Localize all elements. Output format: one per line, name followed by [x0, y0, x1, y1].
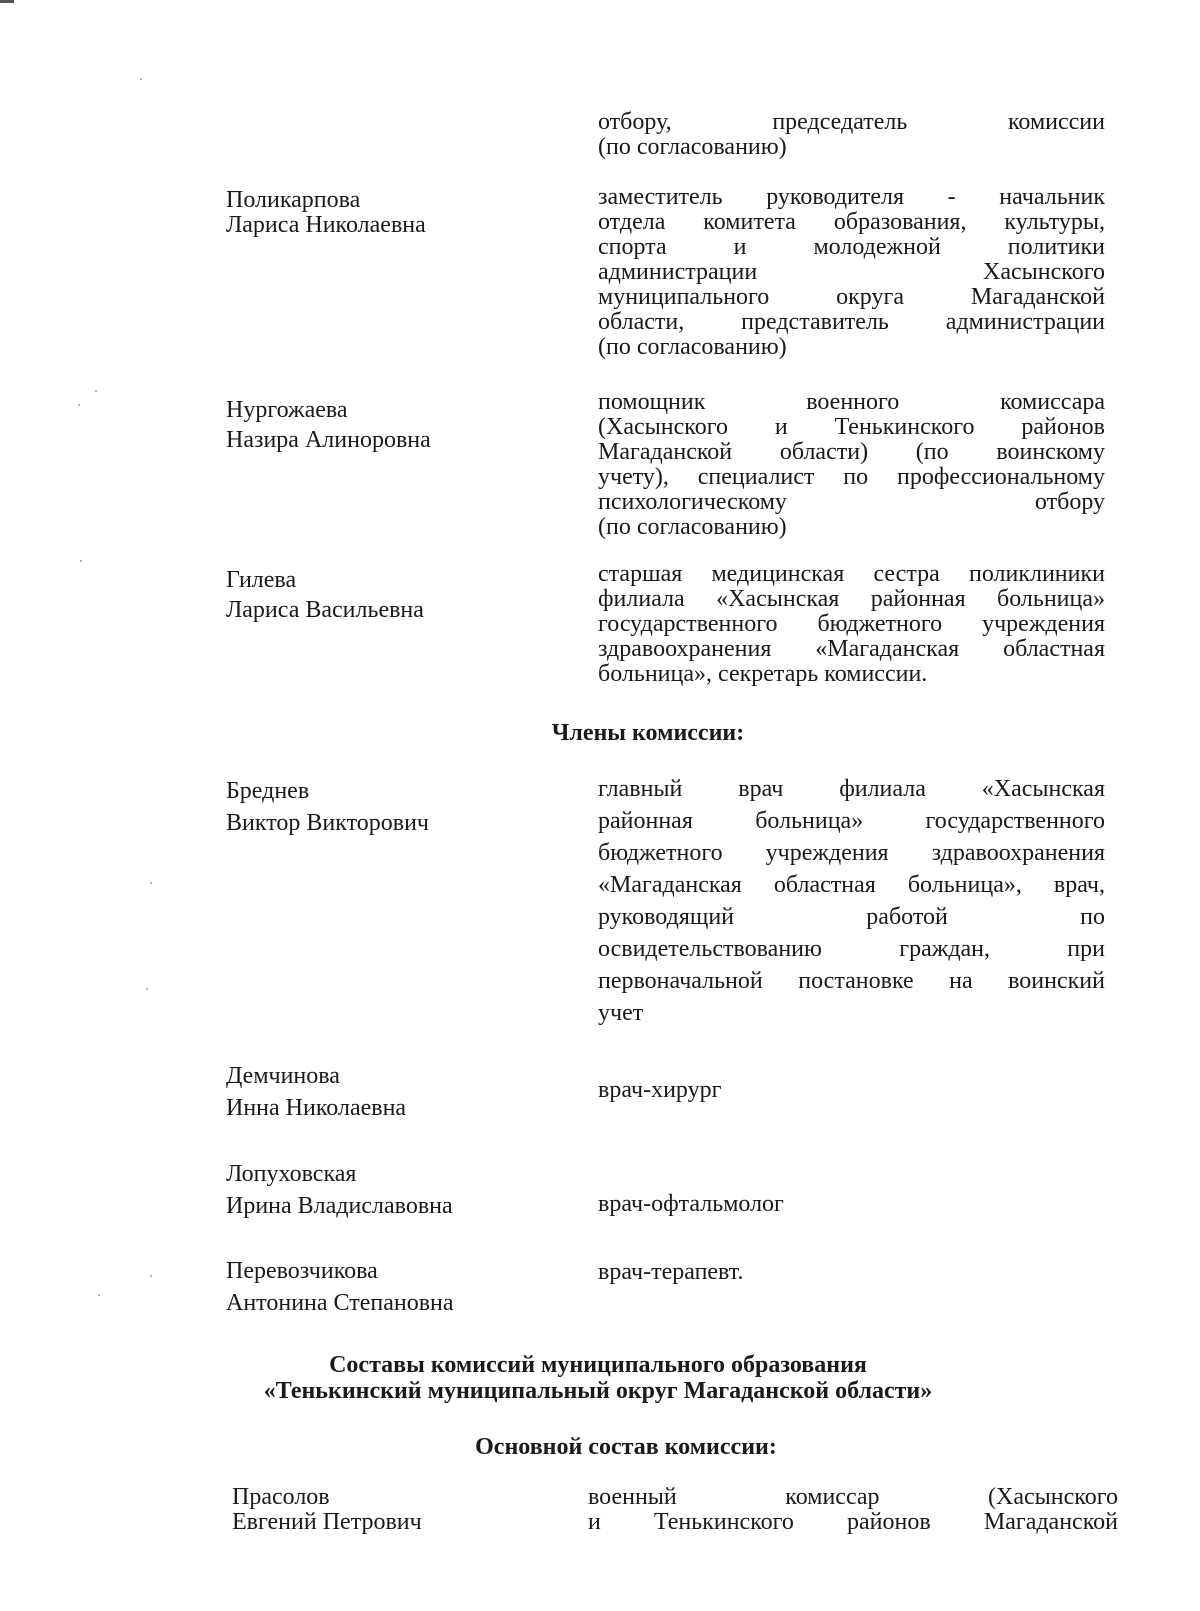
- role-line: «Магаданская областная больница», врач,: [598, 872, 1105, 898]
- role-line: администрации Хасынского: [598, 259, 1105, 285]
- member-role: [598, 773, 1105, 1029]
- role-line: руководящий работой по: [598, 904, 1105, 930]
- member-role: [598, 562, 1105, 687]
- scan-speck: [98, 1294, 100, 1296]
- member-role: [588, 1485, 1118, 1535]
- scan-speck: [150, 882, 152, 884]
- member-name: [226, 188, 546, 238]
- member-role: [598, 185, 1105, 360]
- role-line: государственного бюджетного учреждения: [598, 611, 1105, 637]
- member-given-name: Антонина Степановна: [226, 1290, 454, 1316]
- scan-speck: [80, 560, 82, 562]
- role-line: первоначальной постановке на воинский: [598, 968, 1105, 994]
- members-heading: Члены комиссии:: [551, 720, 745, 746]
- member-given-name: Лариса Николаевна: [226, 212, 426, 238]
- member-given-name: Инна Николаевна: [226, 1095, 407, 1121]
- section-title-line: «Тенькинский муниципальный округ Магаданской области»: [263, 1378, 933, 1404]
- role-line: филиала «Хасынская районная больница»: [598, 586, 1105, 612]
- role-line: (по согласованию): [598, 334, 787, 360]
- role-line: помощник военного комиссара: [598, 389, 1105, 415]
- role-line: области, представитель администрации: [598, 309, 1105, 335]
- member-name: [226, 395, 546, 455]
- member-name: [226, 565, 546, 625]
- member-role: врач-терапевт.: [598, 1259, 744, 1285]
- member-role: врач-хирург: [598, 1077, 722, 1103]
- role-line: главный врач филиала «Хасынская: [598, 776, 1105, 802]
- role-line: военный комиссар (Хасынского: [588, 1484, 1118, 1510]
- member-role: [598, 390, 1105, 540]
- role-line: и Тенькинского районов Магаданской: [588, 1509, 1118, 1535]
- scan-speck: [140, 78, 142, 80]
- member-surname: Прасолов: [232, 1484, 330, 1510]
- role-line: бюджетного учреждения здравоохранения: [598, 840, 1105, 866]
- section-title-line: Составы комиссий муниципального образования: [329, 1352, 867, 1378]
- role-line: спорта и молодежной политики: [598, 234, 1105, 260]
- role-line: освидетельствованию граждан, при: [598, 936, 1105, 962]
- role-line: больница», секретарь комиссии.: [598, 661, 928, 687]
- member-surname: Гилева: [226, 567, 297, 593]
- member-role: врач-офтальмолог: [598, 1191, 784, 1217]
- role-line: учету), специалист по профессиональному: [598, 464, 1105, 490]
- role-line: (по согласованию): [598, 514, 787, 540]
- role-line: отдела комитета образования, культуры,: [598, 209, 1105, 235]
- member-name: [226, 1255, 546, 1319]
- member-given-name: Лариса Васильевна: [226, 597, 424, 623]
- member-given-name: Виктор Викторович: [226, 810, 429, 836]
- member-given-name: Ирина Владиславовна: [226, 1193, 453, 1219]
- member-given-name: Назира Алиноровна: [226, 427, 431, 453]
- role-line: районная больница» государственного: [598, 808, 1105, 834]
- member-surname: Поликарпова: [226, 187, 361, 213]
- scan-speck: [150, 1275, 152, 1277]
- role-line: психологическому отбору: [598, 489, 1105, 515]
- scan-speck: [78, 404, 80, 406]
- role-line: (Хасынского и Тенькинского районов: [598, 414, 1105, 440]
- continuation-role: [598, 110, 1105, 160]
- member-surname: Демчинова: [226, 1063, 340, 1089]
- member-surname: Нургожаева: [226, 397, 348, 423]
- scan-speck: [146, 988, 148, 990]
- role-line: Магаданской области) (по воинскому: [598, 439, 1105, 465]
- member-name: [226, 775, 546, 839]
- role-line: муниципального округа Магаданской: [598, 284, 1105, 310]
- role-line: старшая медицинская сестра поликлиники: [598, 561, 1105, 587]
- member-name: [226, 1060, 546, 1124]
- member-surname: Перевозчикова: [226, 1258, 378, 1284]
- section-title: [0, 1352, 1198, 1404]
- role-line: (по согласованию): [598, 134, 787, 160]
- role-line: здравоохранения «Магаданская областная: [598, 636, 1105, 662]
- member-surname: Лопуховская: [226, 1161, 357, 1187]
- member-surname: Бреднев: [226, 778, 310, 804]
- member-name: [232, 1485, 552, 1535]
- scan-edge-mark: [0, 0, 14, 3]
- member-given-name: Евгений Петрович: [232, 1509, 422, 1535]
- member-name: [226, 1158, 546, 1222]
- main-composition-heading: Основной состав комиссии:: [475, 1434, 777, 1460]
- role-line: отбору, председатель комиссии: [598, 109, 1105, 135]
- role-line: заместитель руководителя - начальник: [598, 184, 1105, 210]
- scan-speck: [95, 390, 97, 392]
- role-line: учет: [598, 1000, 644, 1026]
